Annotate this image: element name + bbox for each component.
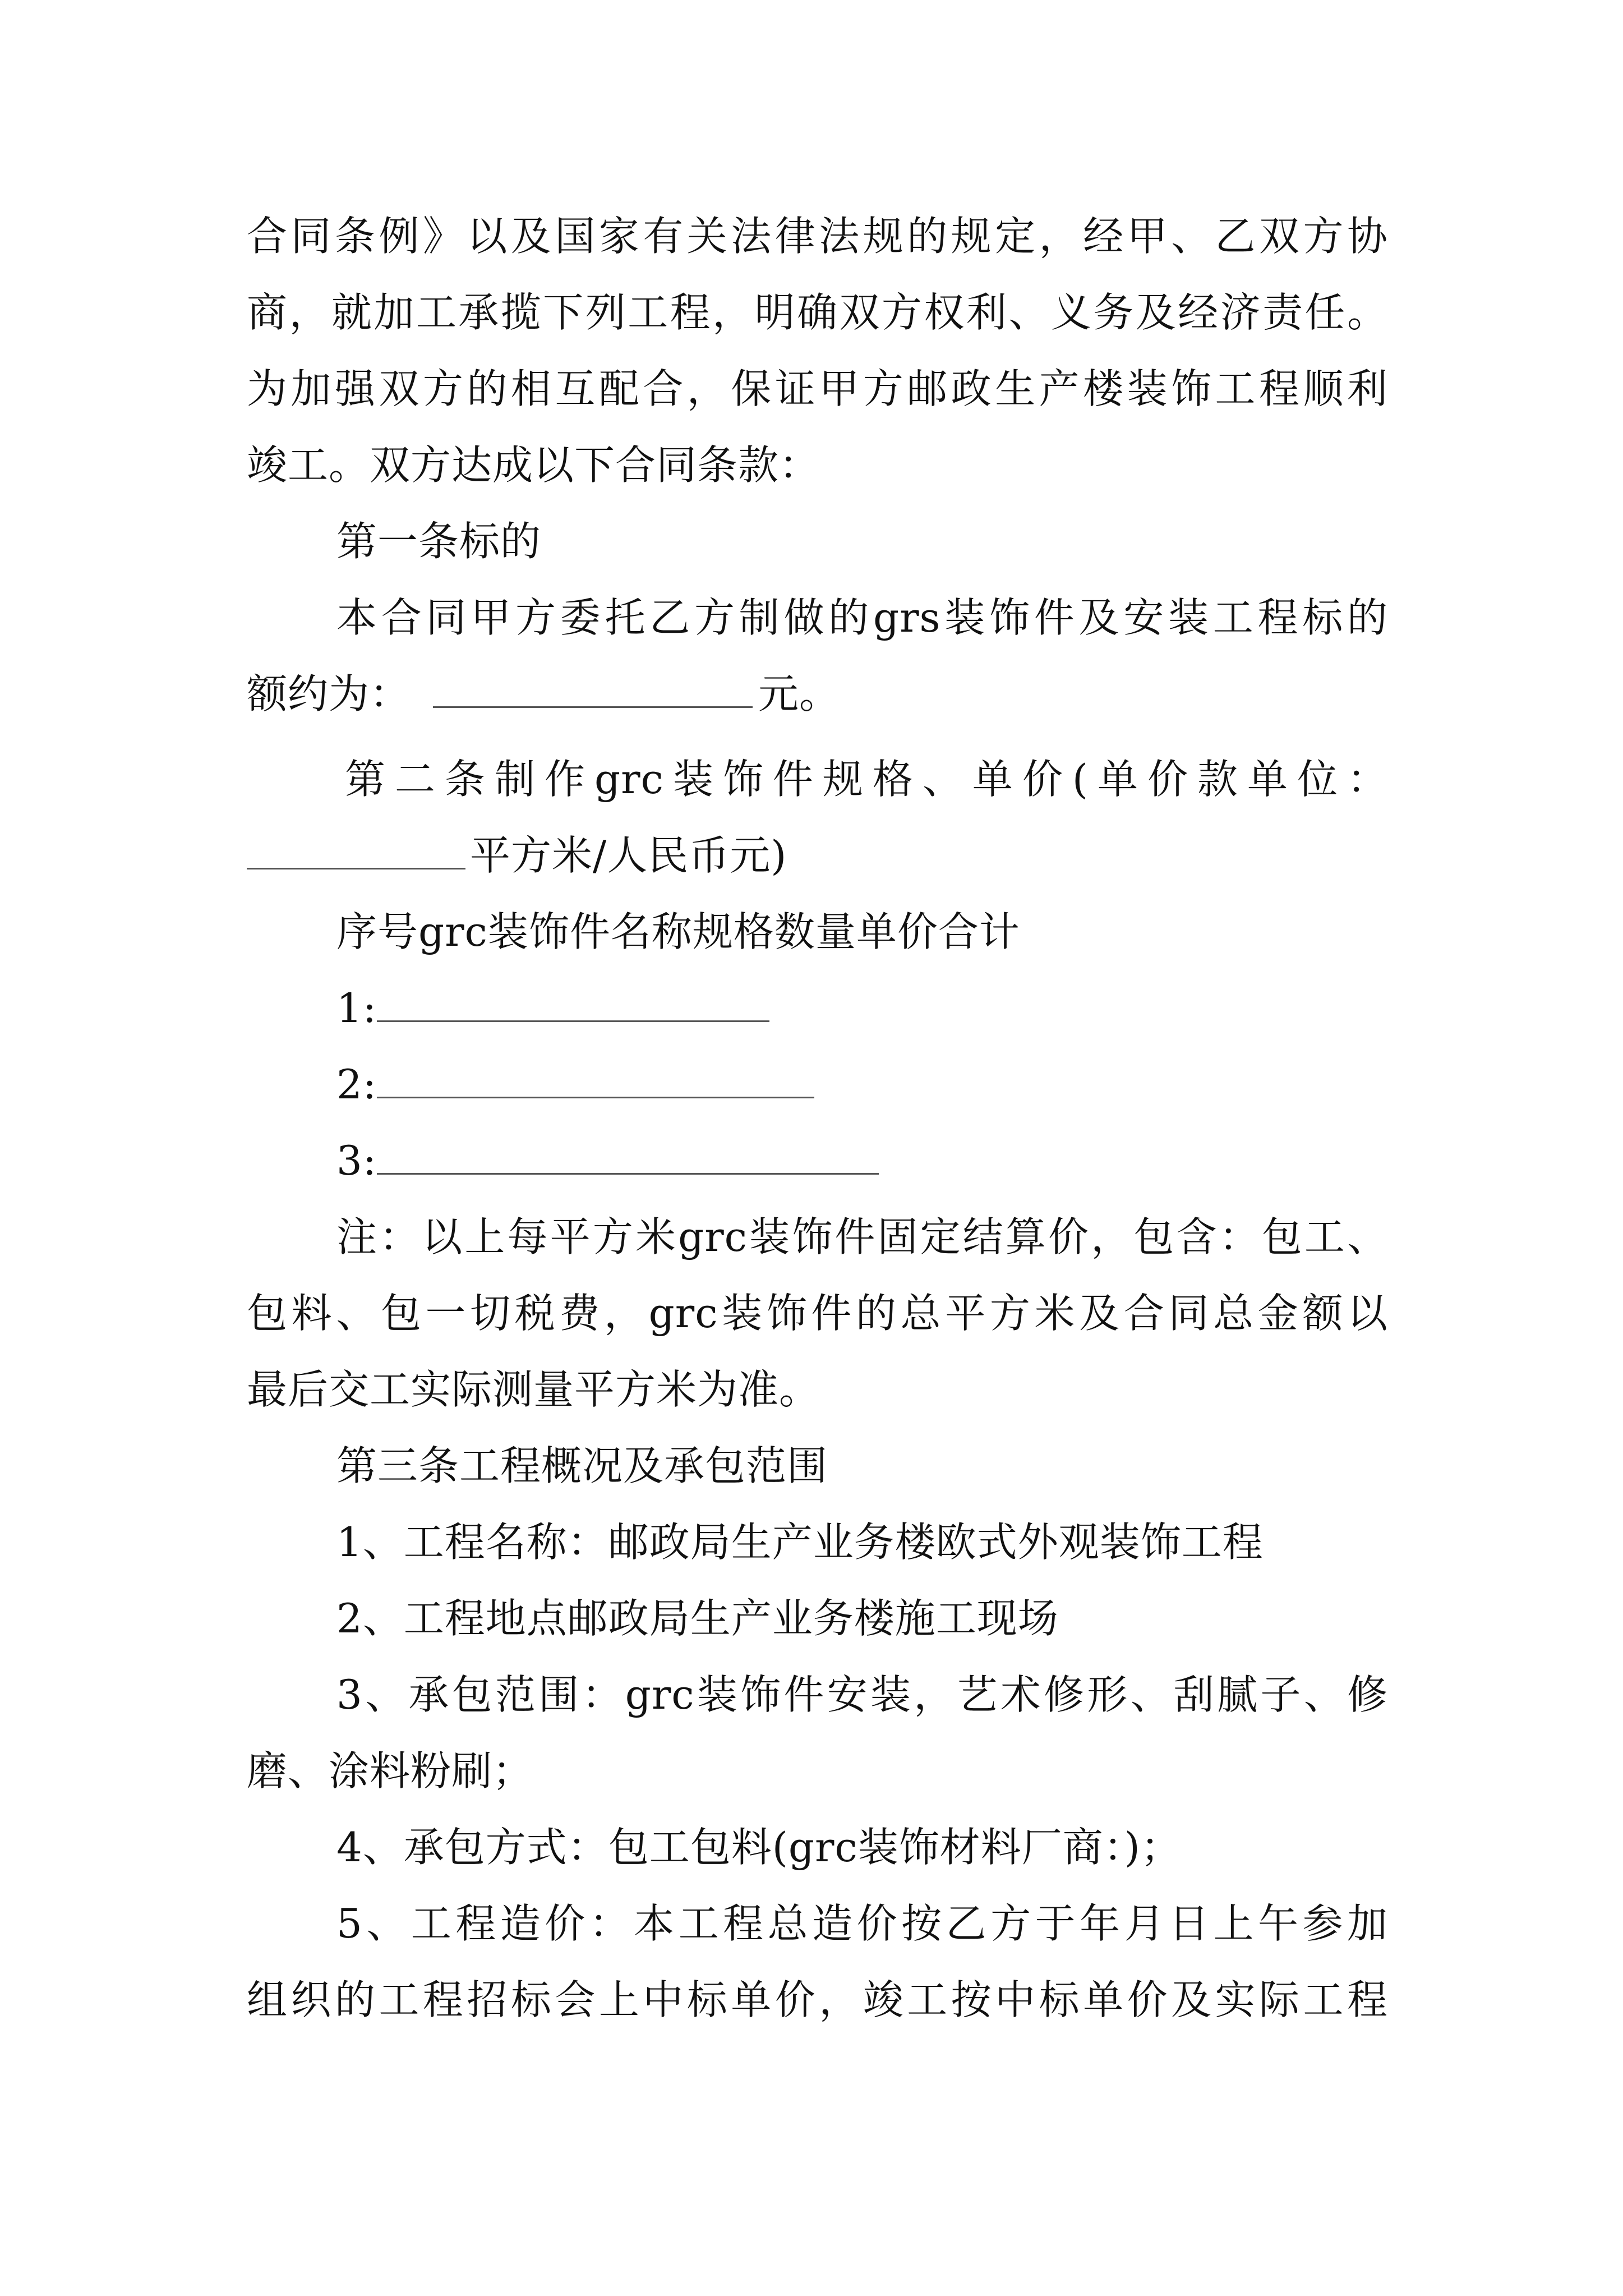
list-item: 3、承包范围：grc装饰件安装，艺术修形、刮腻子、修	[336, 1671, 1388, 1718]
list-item: 1、工程名称：邮政局生产业务楼欧式外观装饰工程	[336, 1519, 1264, 1566]
table-row	[336, 981, 769, 1035]
paragraph-line: 为加强双方的相互配合，保证甲方邮政生产楼装饰工程顺利	[247, 365, 1388, 412]
row-blank[interactable]	[377, 989, 769, 1022]
list-item-continuation: 磨、涂料粉刷；	[247, 1747, 534, 1795]
row-blank[interactable]	[377, 1142, 879, 1175]
row-number: 1:	[336, 984, 377, 1032]
table-header: 序号grc装饰件名称规格数量单价合计	[336, 908, 1020, 955]
unit-line	[247, 829, 787, 882]
unit-suffix: 平方米/人民币元)	[470, 832, 787, 879]
amount-prefix: 额约为：	[247, 670, 411, 717]
note-line: 注：以上每平方米grc装饰件固定结算价，包含：包工、	[336, 1213, 1388, 1260]
list-item-continuation: 组织的工程招标会上中标单价，竣工按中标单价及实际工程	[247, 1976, 1388, 2023]
paragraph-line: 竣工。双方达成以下合同条款：	[247, 441, 820, 489]
unit-blank[interactable]	[247, 836, 465, 869]
note-line: 最后交工实际测量平方米为准。	[247, 1366, 820, 1413]
paragraph-line: 商，就加工承揽下列工程，明确双方权利、义务及经济责任。	[247, 289, 1388, 336]
list-item: 4、承包方式：包工包料(grc装饰材料厂商：)；	[336, 1824, 1182, 1871]
row-blank[interactable]	[377, 1065, 814, 1098]
row-number: 3:	[336, 1137, 377, 1184]
row-number: 2:	[336, 1061, 377, 1108]
list-item: 2、工程地点邮政局生产业务楼施工现场	[336, 1595, 1059, 1642]
article3-heading: 第三条工程概况及承包范围	[336, 1442, 828, 1489]
article2-heading: 第二条制作grc装饰件规格、单价(单价款单位：	[345, 756, 1388, 803]
table-row	[336, 1057, 814, 1111]
article1-heading: 第一条标的	[336, 518, 542, 565]
amount-line	[247, 667, 840, 721]
list-item: 5、工程造价：本工程总造价按乙方于年月日上午参加	[336, 1900, 1388, 1947]
amount-blank[interactable]	[433, 675, 753, 708]
amount-suffix: 元。	[758, 670, 841, 717]
article1-text: 本合同甲方委托乙方制做的grs装饰件及安装工程标的	[336, 594, 1388, 641]
table-row	[336, 1134, 879, 1188]
paragraph-line: 合同条例》以及国家有关法律法规的规定，经甲、乙双方协	[247, 213, 1388, 260]
note-line: 包料、包一切税费，grc装饰件的总平方米及合同总金额以	[247, 1290, 1388, 1337]
